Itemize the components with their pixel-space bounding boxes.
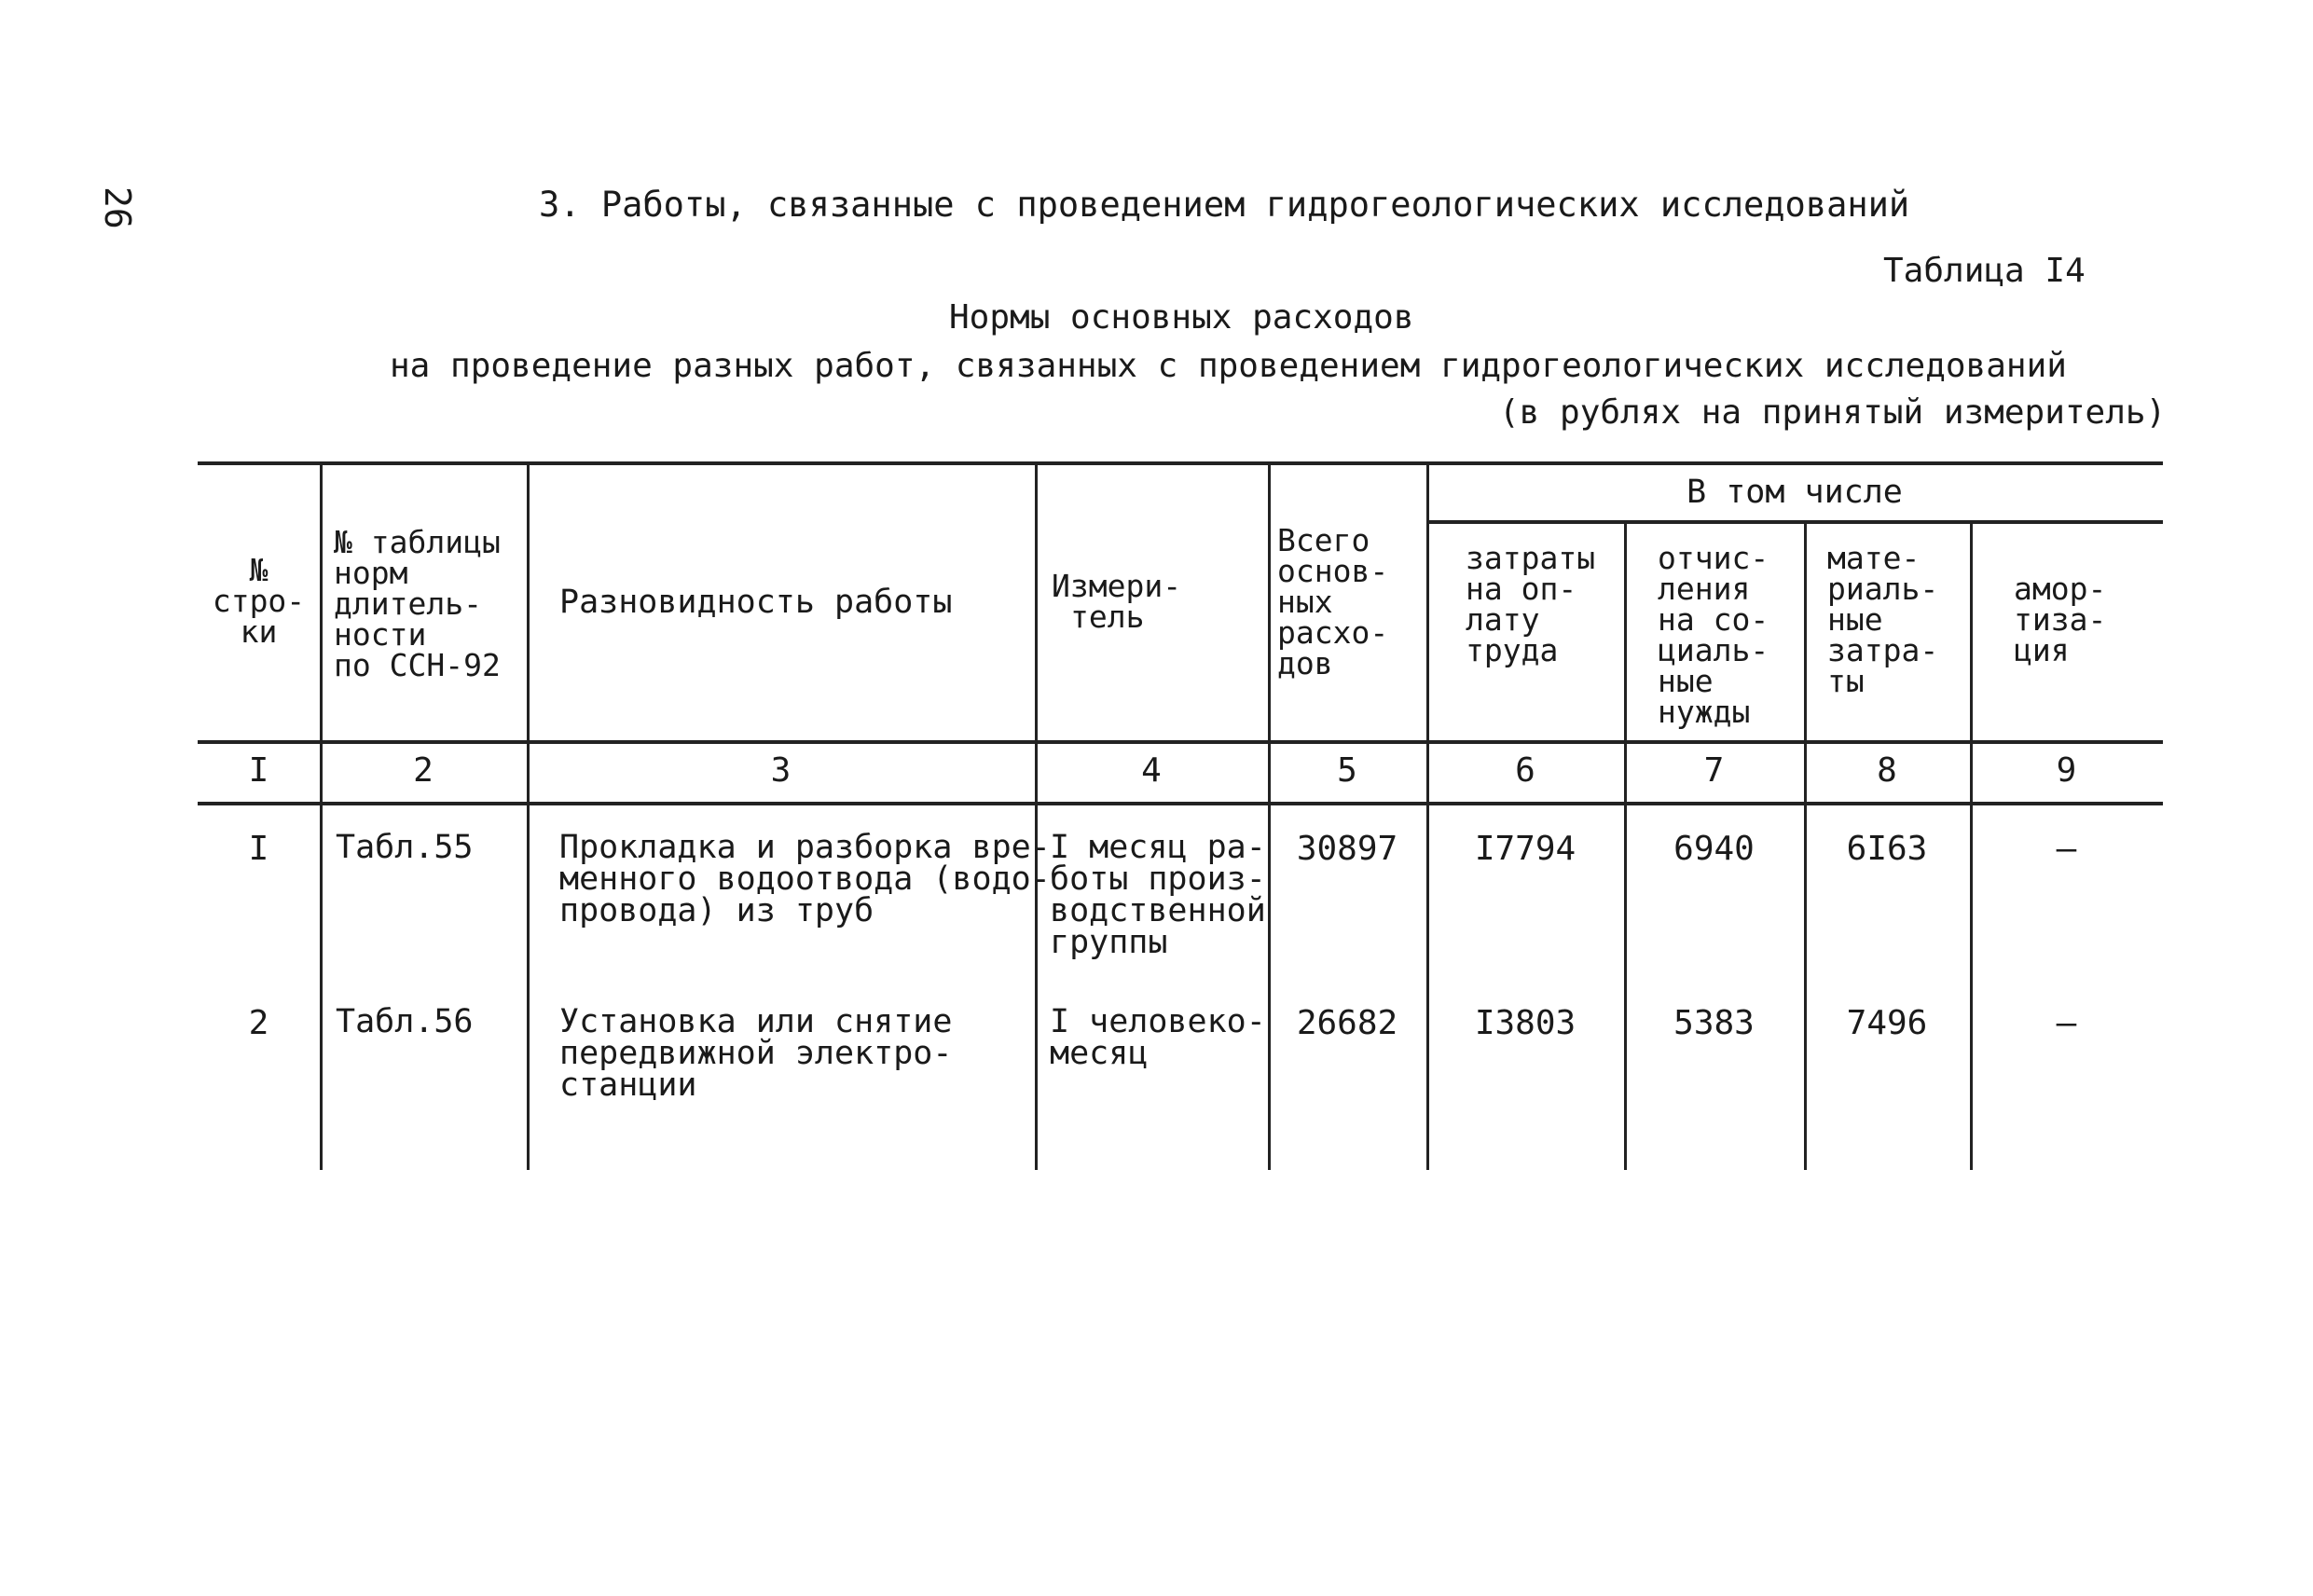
table-label: Таблица I4: [1883, 252, 2086, 290]
colnum-bottom-rule: [198, 802, 2163, 805]
header-norm-table: № таблицы норм длитель- ности по ССН-92: [334, 524, 501, 683]
work-type: Прокладка и разборка вре- менного водоотвода (водо- провода) из труб: [559, 829, 1051, 929]
social-contributions: 5383: [1673, 1004, 1755, 1042]
column-number: 3: [770, 751, 792, 790]
labor-costs: I7794: [1474, 830, 1576, 868]
col-divider-1: [320, 461, 323, 1170]
header-bottom-rule: [198, 740, 2163, 744]
page-number: 26: [97, 186, 138, 229]
column-number: 6: [1515, 751, 1535, 790]
header-labor-costs: затраты на оп- лату труда: [1466, 540, 1596, 668]
header-measure-unit: Измери- тель: [1052, 568, 1182, 635]
labor-costs: I3803: [1474, 1004, 1576, 1042]
table-title-line1: Нормы основных расходов: [949, 298, 1414, 337]
total-costs: 26682: [1296, 1004, 1398, 1042]
social-contributions: 6940: [1673, 830, 1755, 868]
column-number: 9: [2056, 751, 2077, 790]
col-divider-4: [1268, 461, 1271, 1170]
header-amortization: амор- тиза- ция: [2014, 571, 2107, 668]
amortization: –: [2056, 1004, 2077, 1042]
header-total-costs: Всего основ- ных расхо- дов: [1277, 522, 1389, 681]
material-costs: 6I63: [1846, 830, 1928, 868]
total-costs: 30897: [1296, 830, 1398, 868]
header-social-contributions: отчис- ления на со- циаль- ные нужды: [1658, 540, 1769, 730]
table-title-line2: на проведение разных работ, связанных с проведением гидрогеологических исследований: [390, 347, 2067, 385]
header-row-number: № стро- ки: [212, 552, 306, 650]
work-type: Установка или снятие передвижной электро- станции: [559, 1003, 953, 1104]
norm-table-ref: Табл.55: [336, 829, 474, 866]
column-number: I: [248, 751, 269, 790]
col-divider-5: [1426, 461, 1429, 1170]
row-number: I: [248, 830, 269, 868]
column-number: 8: [1877, 751, 1897, 790]
table-units: (в рублях на принятый измеритель): [1499, 393, 2167, 432]
header-including-group: В том числе: [1687, 474, 1903, 511]
row-number: 2: [248, 1004, 269, 1042]
col-divider-3: [1035, 461, 1038, 1170]
column-number: 7: [1703, 751, 1725, 790]
table-top-rule: [198, 461, 2163, 465]
material-costs: 7496: [1846, 1004, 1928, 1042]
header-work-type: Разновидность работы: [559, 584, 953, 621]
amortization: –: [2056, 830, 2077, 868]
column-number: 5: [1337, 751, 1357, 790]
norm-table-ref: Табл.56: [336, 1003, 474, 1040]
header-material-costs: мате- риаль- ные затра- ты: [1827, 540, 1939, 699]
col-divider-2: [527, 461, 530, 1170]
measure-unit: I человеко- месяц: [1050, 1003, 1266, 1072]
measure-unit: I месяц ра- боты произ- водственной группы: [1050, 829, 1266, 961]
section-title: 3. Работы, связанные с проведением гидрогеологических исследований: [539, 185, 1910, 225]
column-number: 2: [413, 751, 434, 790]
column-number: 4: [1141, 751, 1162, 790]
group-header-rule: [1426, 520, 2163, 524]
